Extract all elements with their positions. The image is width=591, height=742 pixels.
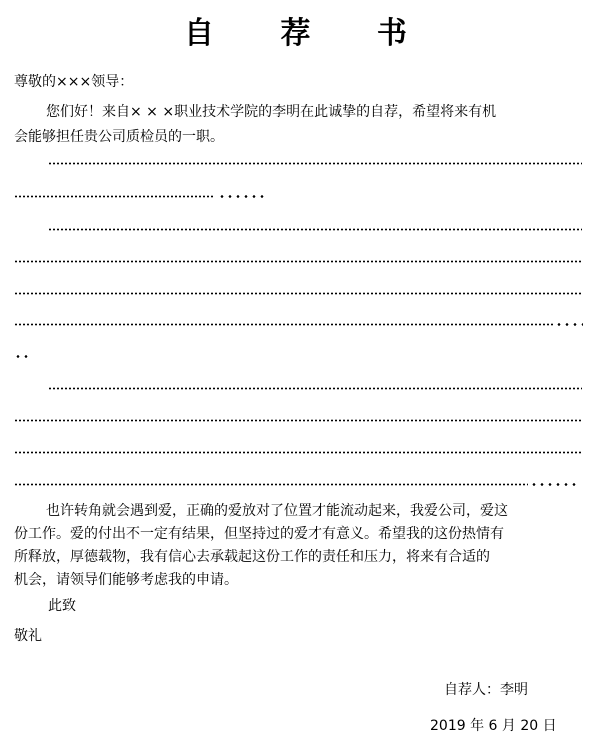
closing-line-2: 份工作。爱的付出不一定有结果，但坚持过的爱才有意义。希望我的这份热情有 xyxy=(14,526,504,542)
closing-line-3: 所释放，厚德载物，我有信心去承载起这份工作的责任和压力，将来有合适的 xyxy=(14,549,490,565)
placeholder-dots-line xyxy=(48,228,582,231)
signature: 自荐人：李明 xyxy=(444,682,528,698)
closing-text-1: 也许转角就会遇到爱，正确的爱放对了位置才能流动起来，我爱公司，爱这 xyxy=(46,503,508,519)
placeholder-dots-line xyxy=(14,292,582,295)
placeholder-ellipsis xyxy=(555,323,583,326)
placeholder-dots-line xyxy=(14,419,582,422)
regards-line-1: 此致 xyxy=(48,598,76,614)
placeholder-ellipsis xyxy=(530,483,578,486)
closing-line-1 xyxy=(14,501,580,521)
placeholder-ellipsis xyxy=(14,355,30,358)
date: 2019 年 6 月 20 日 xyxy=(430,718,557,734)
intro-line-2: 会能够担任贵公司质检员的一职。 xyxy=(14,129,224,145)
placeholder-dots-line xyxy=(14,260,582,263)
closing-line-4: 机会，请领导们能够考虑我的申请。 xyxy=(14,572,238,588)
intro-line-1 xyxy=(14,102,580,122)
salutation: 尊敬的×××领导： xyxy=(14,74,134,90)
document-title: 自 荐 书 xyxy=(184,16,435,51)
placeholder-dots-line xyxy=(48,162,582,165)
placeholder-dots-line xyxy=(14,195,214,198)
placeholder-dots-line xyxy=(14,323,554,326)
placeholder-dots-line xyxy=(48,387,582,390)
regards-line-2: 敬礼 xyxy=(14,628,42,644)
placeholder-dots-line xyxy=(14,483,528,486)
placeholder-dots-line xyxy=(14,451,582,454)
intro-text-1: 您们好！来自× × ×职业技术学院的李明在此诚挚的自荐，希望将来有机 xyxy=(46,104,497,120)
placeholder-ellipsis xyxy=(218,195,266,198)
